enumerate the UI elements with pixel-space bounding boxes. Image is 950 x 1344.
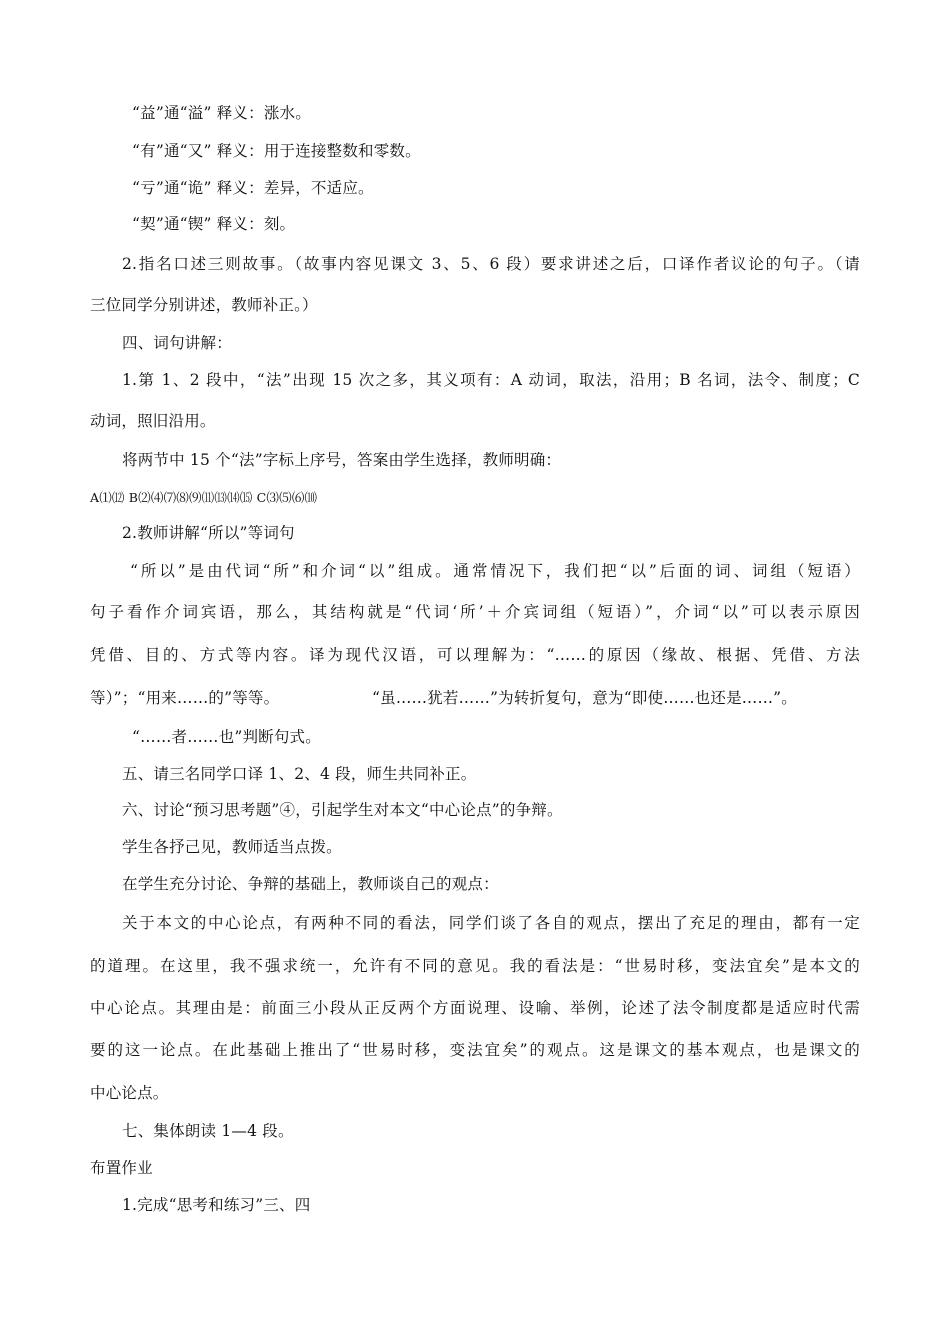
text-line: 等）”；“用来……的”等等。 (90, 689, 280, 707)
text-line: “……者……也”判断句式。 (132, 728, 321, 746)
text-line: 在学生充分讨论、争辩的基础上，教师谈自己的观点： (122, 875, 499, 893)
text-line: 动词，照旧沿用。 (90, 412, 216, 430)
text-line: “虽……犹若……”为转折复句，意为“即使……也还是……”。 (372, 689, 797, 707)
text-line: 中心论点。其理由是：前面三小段从正反两个方面说理、设喻、举例，论述了法令制度都是适应时代需 (90, 999, 860, 1017)
text-line: 2.指名口述三则故事。（故事内容见课文 3、5、6 段）要求讲述之后，口译作者议论的句子。（请 (122, 255, 860, 273)
section-heading: 布置作业 (90, 1159, 153, 1177)
section-heading: 五、请三名同学口译 1、2、4 段，师生共同补正。 (122, 765, 477, 783)
section-heading: 四、词句讲解： (122, 334, 232, 352)
text-line: 凭借、目的、方式等内容。译为现代汉语，可以理解为：“……的原因（缘故、根据、凭借、方法 (90, 646, 860, 664)
text-line: “亏”通“诡” 释义：差异，不适应。 (132, 179, 374, 197)
text-line: 中心论点。 (90, 1084, 169, 1102)
text-line: 的道理。在这里，我不强求统一，允许有不同的意见。我的看法是：“世易时移，变法宜矣”是本文的 (90, 957, 860, 975)
text-line: 要的这一论点。在此基础上推出了“世易时移，变法宜矣”的观点。这是课文的基本观点，也是课文的 (90, 1041, 860, 1059)
section-heading: 七、集体朗读 1—4 段。 (122, 1122, 294, 1140)
text-line: “益”通“溢” 释义：涨水。 (132, 104, 311, 122)
text-line: 将两节中 15 个“法”字标上序号，答案由学生选择，教师明确： (122, 451, 562, 469)
text-line: “契”通“锲” 释义：刻。 (132, 215, 296, 233)
text-line: 句子看作介词宾语，那么，其结构就是“代词‘所’＋介宾词组（短语）”，介词“以”可以表示原因 (90, 603, 860, 621)
text-line: “有”通“又” 释义：用于连接整数和零数。 (132, 142, 421, 160)
text-line: 关于本文的中心论点，有两种不同的看法，同学们谈了各自的观点，摆出了充足的理由，都有一定 (122, 914, 860, 932)
text-line: 1.第 1、2 段中，“法”出现 15 次之多，其义项有：A 动词，取法，沿用；B 名词，法令、制度；C (122, 371, 860, 389)
text-line: “所以”是由代词“所”和介词“以”组成。通常情况下，我们把“以”后面的词、词组（短语） (130, 562, 860, 580)
text-line: 三位同学分别讲述，教师补正。） (90, 296, 318, 314)
answer-line: A⑴⑿ B⑵⑷⑺⑻⑼⑾⒀⒁⒂ C⑶⑸⑹⑽ (90, 490, 318, 505)
section-heading: 六、讨论“预习思考题”④，引起学生对本文“中心论点”的争辩。 (122, 801, 563, 819)
text-line: 学生各抒己见，教师适当点拨。 (122, 838, 342, 856)
text-line: 1.完成“思考和练习”三、四 (122, 1196, 311, 1214)
text-line: 2.教师讲解“所以”等词句 (122, 524, 295, 542)
